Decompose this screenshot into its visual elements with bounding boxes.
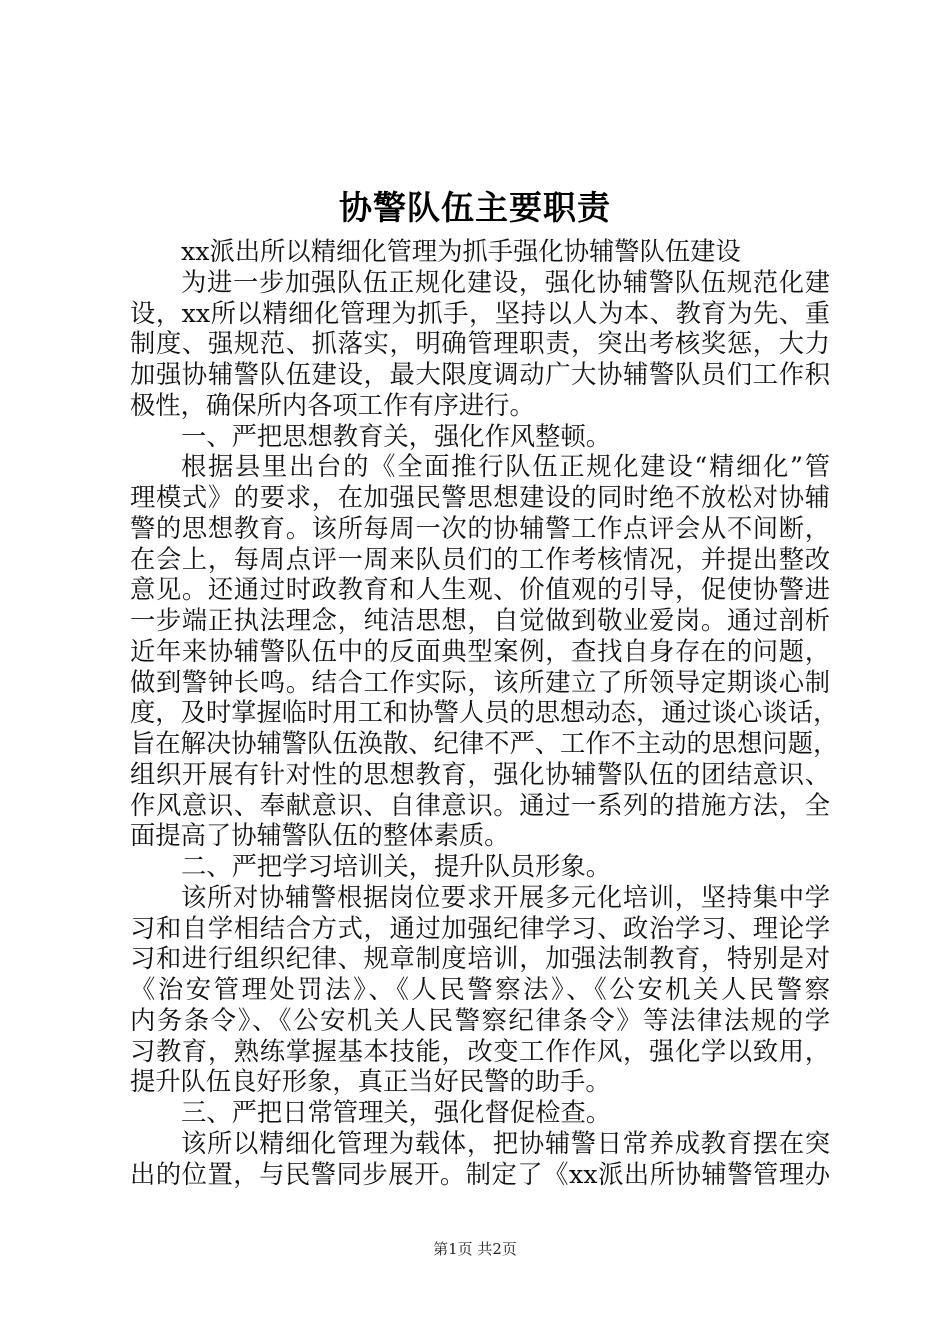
text-line: 警的思想教育。该所每周一次的协辅警工作点评会从不间断， (130, 513, 830, 543)
page-footer: 第1页 共2页 (433, 1240, 517, 1258)
text-line: 习和进行组织纪律、规章制度培训，加强法制教育，特别是对 (130, 944, 830, 974)
text-line: 为进一步加强队伍正规化建设，强化协辅警队伍规范化建 (181, 267, 830, 297)
text-line: 根据县里出台的《全面推行队伍正规化建设“精细化”管 (181, 452, 830, 482)
text-line: 《治安管理处罚法》、《人民警察法》、《公安机关人民警察 (130, 975, 830, 1004)
text-line: 面提高了协辅警队伍的整体素质。 (130, 821, 510, 851)
text-line: 制度、强规范、抓落实，明确管理职责，突出考核奖惩，大力 (130, 329, 830, 359)
text-line: 近年来协辅警队伍中的反面典型案例，查找自身存在的问题， (130, 636, 830, 666)
text-line: 理模式》的要求，在加强民警思想建设的同时绝不放松对协辅 (130, 483, 830, 512)
text-line: 一步端正执法理念，纯洁思想，自觉做到敬业爱岗。通过剖析 (130, 606, 830, 635)
text-line: 极性，确保所内各项工作有序进行。 (130, 390, 535, 420)
text-line: 习和自学相结合方式，通过加强纪律学习、政治学习、理论学 (130, 913, 830, 943)
text-line: 习教育，熟练掌握基本技能，改变工作作风，强化学以致用， (130, 1036, 830, 1066)
text-line: 度，及时掌握临时用工和协警人员的思想动态，通过谈心谈话， (130, 698, 839, 728)
text-line: 一、严把思想教育关，强化作风整顿。 (181, 421, 612, 451)
text-line: 加强协辅警队伍建设，最大限度调动广大协辅警队员们工作积 (130, 360, 830, 389)
text-line: 提升队伍良好形象，真正当好民警的助手。 (130, 1067, 611, 1097)
text-line: 设，xx所以精细化管理为抓手，坚持以人为本、教育为先、重 (130, 298, 830, 328)
text-line: 旨在解决协辅警队伍涣散、纪律不严、工作不主动的思想问题， (130, 729, 839, 758)
text-line: 意见。还通过时政教育和人生观、价值观的引导，促使协警进 (130, 575, 830, 605)
document-title: 协警队伍主要职责 (339, 188, 611, 227)
text-line: 该所对协辅警根据岗位要求开展多元化培训，坚持集中学 (181, 882, 830, 912)
text-line: 出的位置，与民警同步展开。制定了《xx派出所协辅警管理办 (130, 1159, 830, 1189)
text-line: 组织开展有针对性的思想教育，强化协辅警队伍的团结意识、 (130, 759, 830, 789)
text-line: 作风意识、奉献意识、自律意识。通过一系列的措施方法，全 (130, 790, 830, 820)
document-body (130, 237, 839, 1190)
text-line: 在会上，每周点评一周来队员们的工作考核情况，并提出整改 (130, 544, 830, 574)
text-line: 该所以精细化管理为载体，把协辅警日常养成教育摆在突 (181, 1128, 830, 1158)
text-line: 内务条令》、《公安机关人民警察纪律条令》等法律法规的学 (130, 1005, 830, 1035)
text-line: 三、严把日常管理关，强化督促检查。 (181, 1098, 612, 1127)
text-line: 二、严把学习培训关，提升队员形象。 (181, 852, 612, 881)
text-line: 做到警钟长鸣。结合工作实际，该所建立了所领导定期谈心制 (130, 667, 830, 697)
text-line: xx派出所以精细化管理为抓手强化协辅警队伍建设 (181, 237, 741, 266)
